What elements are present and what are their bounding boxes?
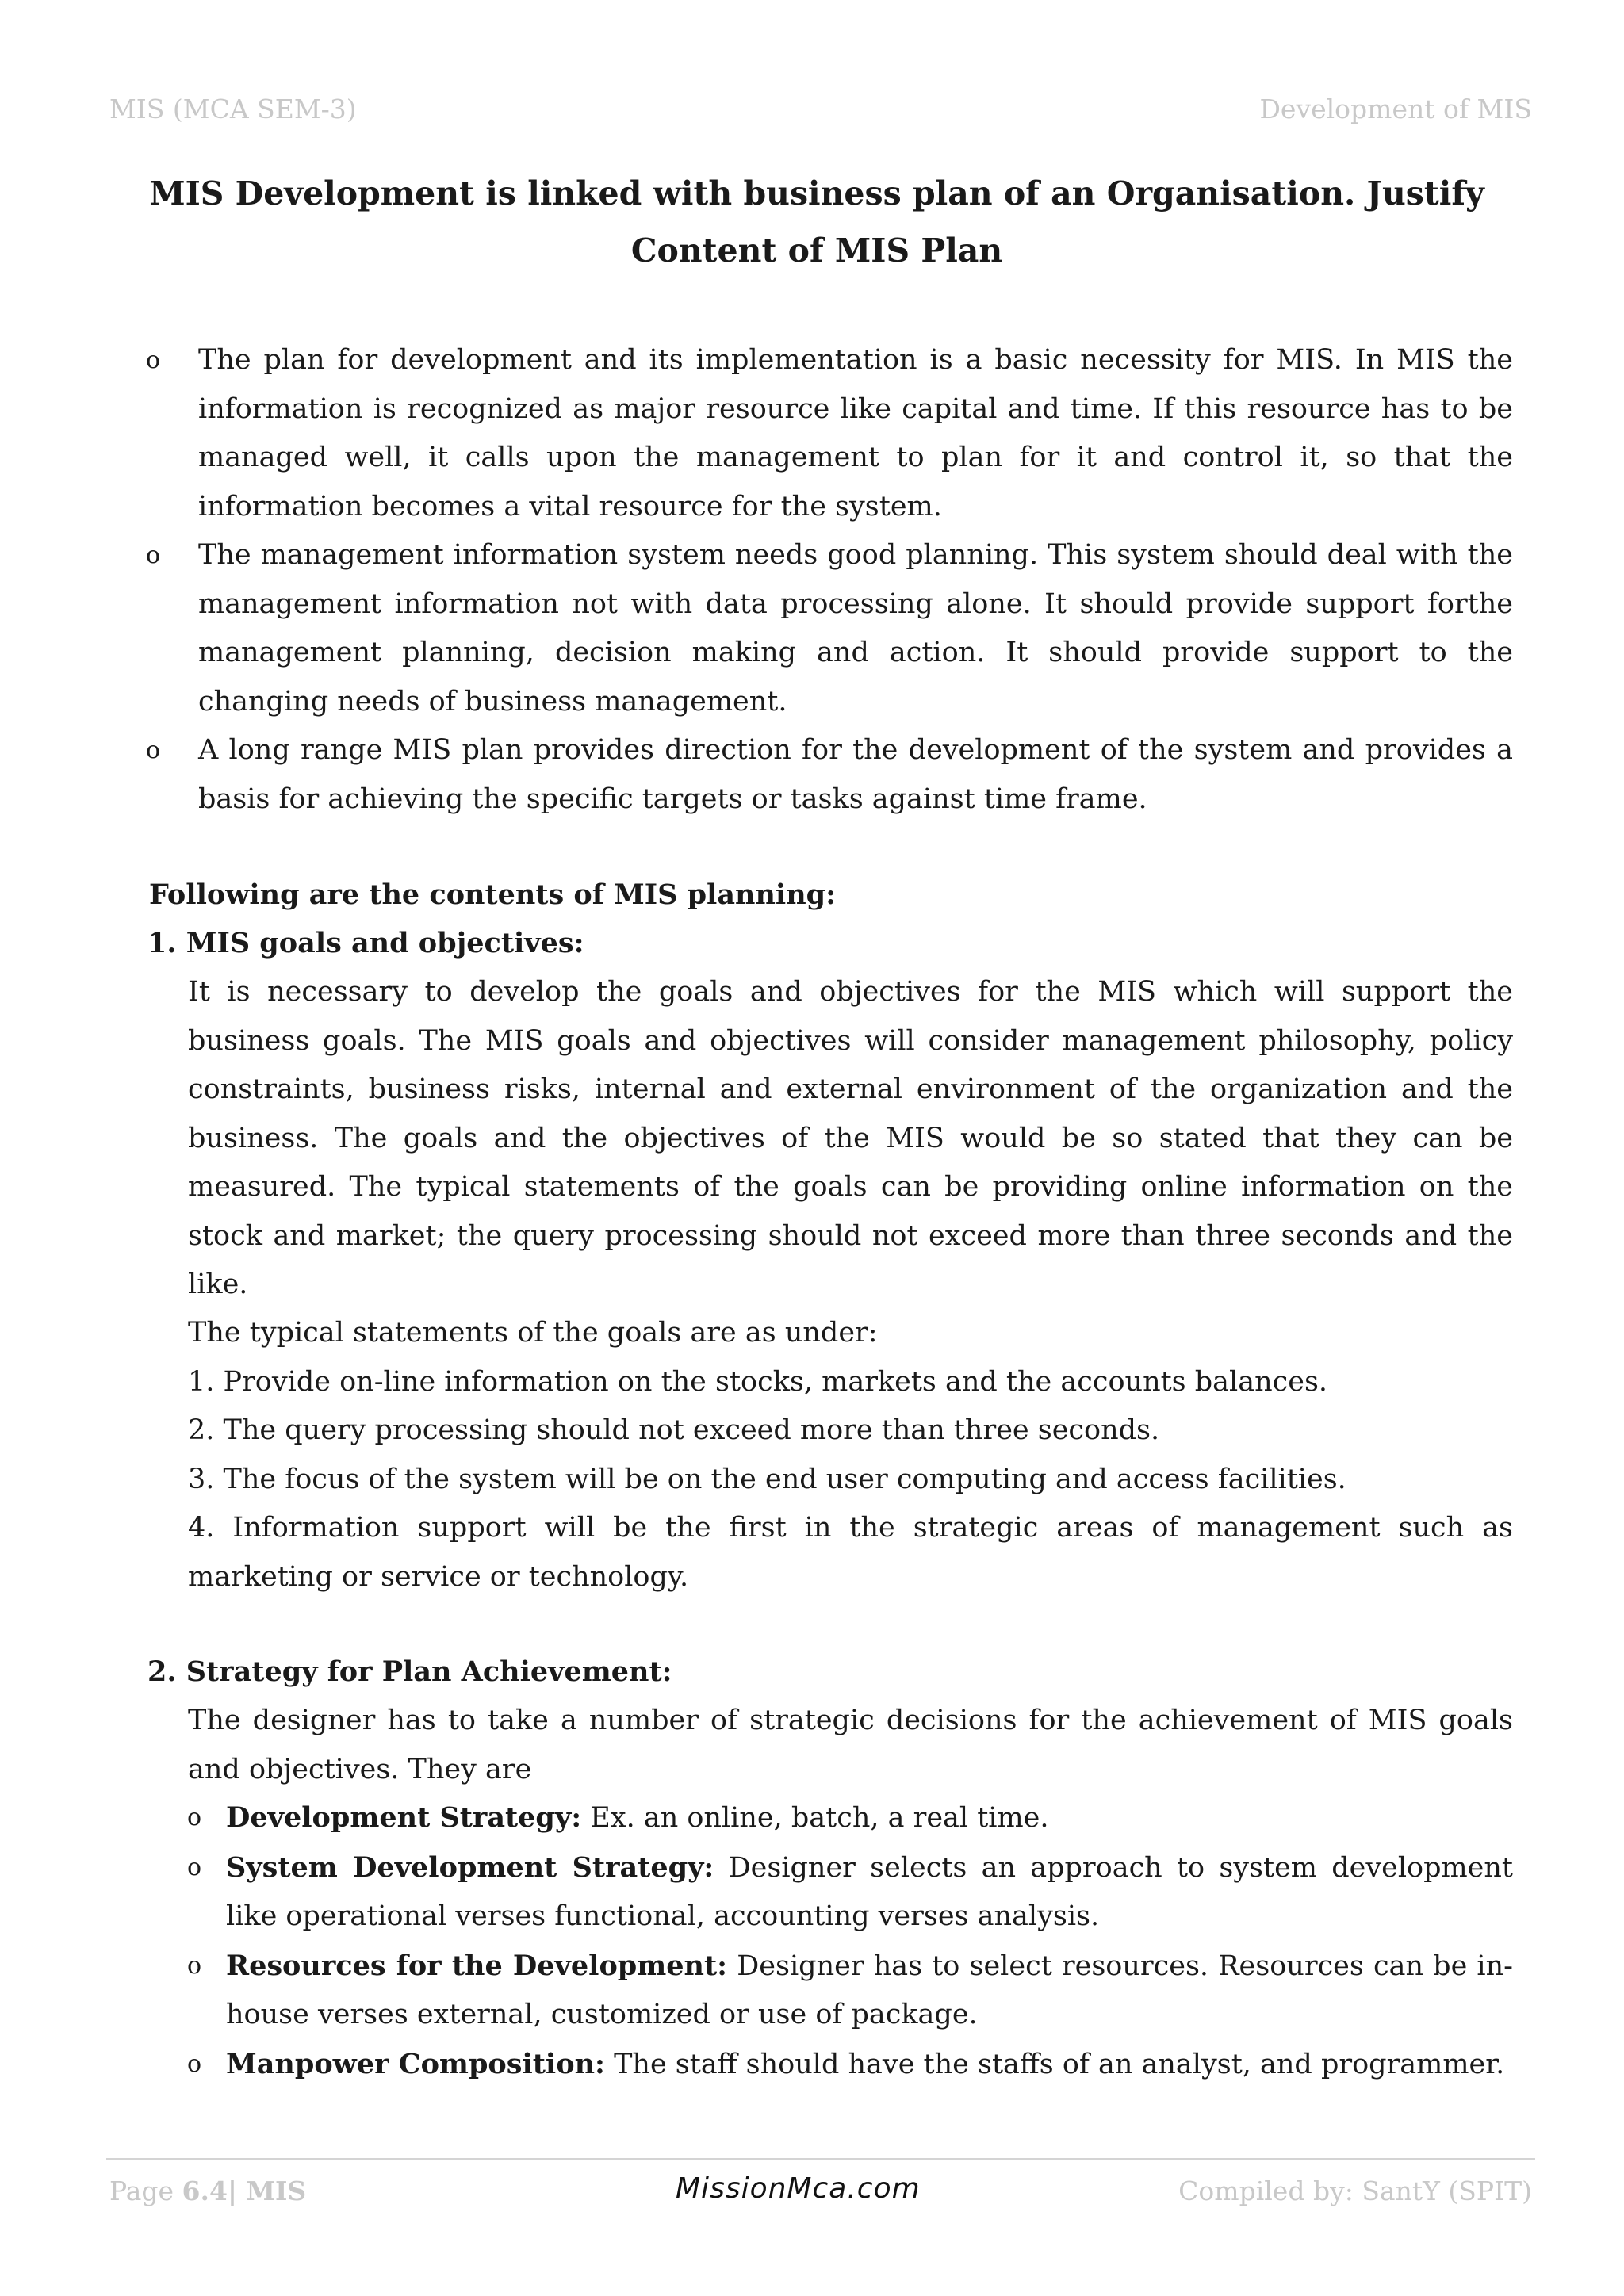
strategy-term: Manpower Composition:: [226, 2047, 605, 2080]
page-title: MIS Development is linked with business plan of an Organisation. Justify Content of MIS Plan: [149, 174, 1484, 270]
goal-item: 3. The focus of the system will be on the end user computing and access facilities.: [188, 1463, 1346, 1495]
bullet-marker: o: [146, 346, 161, 374]
intro-bullet: [0, 336, 1513, 531]
strategy-list: [0, 1793, 1624, 2089]
strategy-item: [0, 2040, 1513, 2090]
section2-paragraph: The designer has to take a number of strategic decisions for the achievement of MIS goals and objectives. They are: [188, 1705, 1513, 1785]
header-chapter: Development of MIS: [1259, 94, 1532, 124]
intro-bullet-text: The management information system needs good planning. This system should deal with the management information not with data processing alone. It should provide support forthe management planning, decision making and action. It should provide support to the changing needs of business management.: [198, 539, 1513, 718]
strategy-term: System Development Strategy:: [226, 1850, 714, 1884]
strategy-text: Ex. an online, batch, a real time.: [581, 1802, 1049, 1834]
strategy-term: Resources for the Development:: [226, 1949, 728, 1982]
footer-page-prefix: Page: [109, 2175, 182, 2206]
footer-page-suffix: | MIS: [227, 2175, 307, 2206]
section1-paragraph: It is necessary to develop the goals and objectives for the MIS which will support the business goals. The MIS goals and objectives will consider management philosophy, policy constraints, business risks, internal and external environment of the organization and the business. The goals and the objectives of the MIS would be so stated that they can be measured. The typical statements of the goals can be providing online information on the stock and market; the query processing should not exceed more than three seconds and the like.: [188, 976, 1513, 1300]
bullet-marker: o: [187, 1853, 202, 1881]
bullet-marker: o: [187, 2049, 202, 2078]
strategy-text: The staff should have the staffs of an analyst, and programmer.: [604, 2048, 1505, 2080]
section1-heading: 1. MIS goals and objectives:: [147, 927, 584, 959]
intro-bullet: [0, 531, 1513, 726]
footer-divider: [106, 2158, 1535, 2160]
goals-list: [188, 1309, 1513, 1601]
section2-heading: 2. Strategy for Plan Achievement:: [147, 1655, 672, 1688]
header-course: MIS (MCA SEM-3): [109, 94, 357, 124]
strategy-text: Designer selects an approach to system development like operational verses functional, accounting verses analysis.: [226, 1851, 1513, 1932]
bullet-marker: o: [146, 737, 161, 764]
bullet-marker: o: [187, 1951, 202, 1980]
footer-page: [109, 2175, 306, 2206]
goals-list-intro: The typical statements of the goals are as under:: [188, 1317, 878, 1349]
goal-item: 4. Information support will be the first in the strategic areas of management such as marketing or service or technology.: [188, 1512, 1513, 1593]
intro-bullet-list: [0, 336, 1624, 824]
strategy-item: [0, 1843, 1513, 1942]
footer-page-number: 6.4: [182, 2175, 228, 2206]
goal-item: 1. Provide on-line information on the stocks, markets and the accounts balances.: [188, 1365, 1328, 1398]
bullet-marker: o: [146, 541, 161, 569]
goal-item: 2. The query processing should not exceed more than three seconds.: [188, 1414, 1160, 1446]
intro-bullet: [0, 726, 1513, 824]
strategy-item: [0, 1942, 1513, 2040]
contents-heading: Following are the contents of MIS planning:: [149, 878, 837, 911]
bullet-marker: o: [187, 1804, 202, 1831]
intro-bullet-text: A long range MIS plan provides direction for the development of the system and provides a basis for achieving the specific targets or tasks against time frame.: [198, 734, 1513, 815]
strategy-text: Designer has to select resources. Resources can be in-house verses external, customized or use of package.: [226, 1950, 1513, 2030]
footer-compiler: Compiled by: SantY (SPIT): [1178, 2175, 1532, 2206]
site-logo: MissionMca.com: [676, 2172, 921, 2205]
intro-bullet-text: The plan for development and its implementation is a basic necessity for MIS. In MIS the information is recognized as major resource like capital and time. If this resource has to be managed well, it calls upon the management to plan for it and control it, so that the information becomes a vital resource for the system.: [198, 344, 1513, 522]
strategy-item: [0, 1793, 1513, 1843]
strategy-term: Development Strategy:: [226, 1801, 582, 1834]
